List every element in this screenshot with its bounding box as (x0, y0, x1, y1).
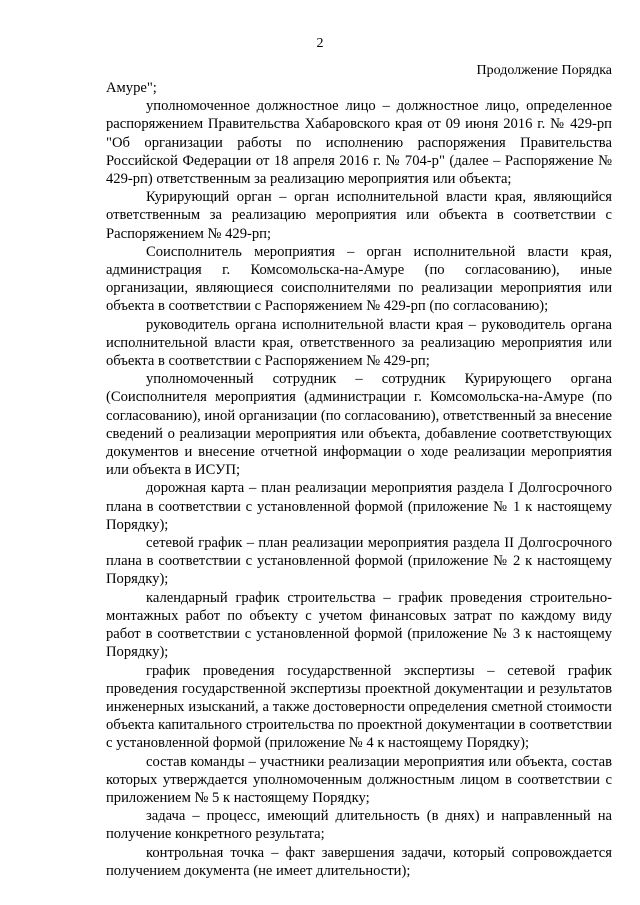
paragraph: состав команды – участники реализации мероприятия или объекта, состав которых утверждается уполномоченным должностным лицом в соответствии с приложением № 5 к настоящему Порядку; (106, 753, 612, 806)
paragraph: задача – процесс, имеющий длительность (в днях) и направленный на получение конкретного результата; (106, 808, 612, 843)
paragraph: уполномоченное должностное лицо – должностное лицо, определенное распоряжением Правительства Хабаровского края от 09 июня 2016 г. № 429-рп "Об организации работы по исполнению распоряжения Правительства Российской Федерации от 18 апреля 2016 г. № 704-р" (далее – Распоряжение № 429-рп) ответственным за реализацию мероприятия или объекта; (106, 98, 612, 188)
continuation-header: Продолжение Порядка (476, 63, 612, 78)
paragraph: Соисполнитель мероприятия – орган исполнительной власти края, администрация г. Комсомольска-на-Амуре (по согласованию), иные организации, являющиеся соисполнителями по реализации мероприятия или объекта в соответствии с Распоряжением № 429-рп (по согласованию); (106, 243, 612, 315)
paragraph: сетевой график – план реализации мероприятия раздела II Долгосрочного плана в соответствии с установленной формой (приложение № 2 к настоящему Порядку); (106, 535, 612, 588)
paragraph: контрольная точка – факт завершения задачи, который сопровождается получением документа (не имеет длительности); (106, 844, 612, 879)
paragraph: уполномоченный сотрудник – сотрудник Курирующего органа (Соисполнителя мероприятия (администрации г. Комсомольска-на-Амуре (по согласованию), иной организации (по согласованию), ответственный за внесение сведений о реализации мероприятия или объекта, добавление соответствующих документов и внесение отчетной информации о ходе реализации мероприятия или объекта в ИСУП; (106, 371, 612, 479)
paragraph: руководитель органа исполнительной власти края – руководитель органа исполнительной власти края, ответственного за реализацию мероприятия или объекта в соответствии с Распоряжением № 429-рп; (106, 316, 612, 370)
paragraph: Курирующий орган – орган исполнительной власти края, являющийся ответственным за реализацию мероприятия или объекта в соответствии с Распоряжением № 429-рп; (106, 189, 612, 242)
document-body (106, 79, 612, 880)
paragraph: дорожная карта – план реализации мероприятия раздела I Долгосрочного плана в соответствии с установленной формой (приложение № 1 к настоящему Порядку); (106, 480, 612, 533)
paragraph: календарный график строительства – график проведения строительно-монтажных работ по объекту с учетом финансовых затрат по каждому виду работ в соответствии с установленной формой (приложение № 3 к настоящему Порядку); (106, 589, 612, 661)
page-number: 2 (316, 36, 324, 51)
paragraph: Амуре"; (106, 80, 157, 96)
paragraph: график проведения государственной экспертизы – сетевой график проведения государственной экспертизы проектной документации и результатов инженерных изысканий, а также достоверности определения сметной стоимости объекта капитального строительства по проектной документации в соответствии с установленной формой (приложение № 4 к настоящему Порядку); (106, 662, 612, 752)
